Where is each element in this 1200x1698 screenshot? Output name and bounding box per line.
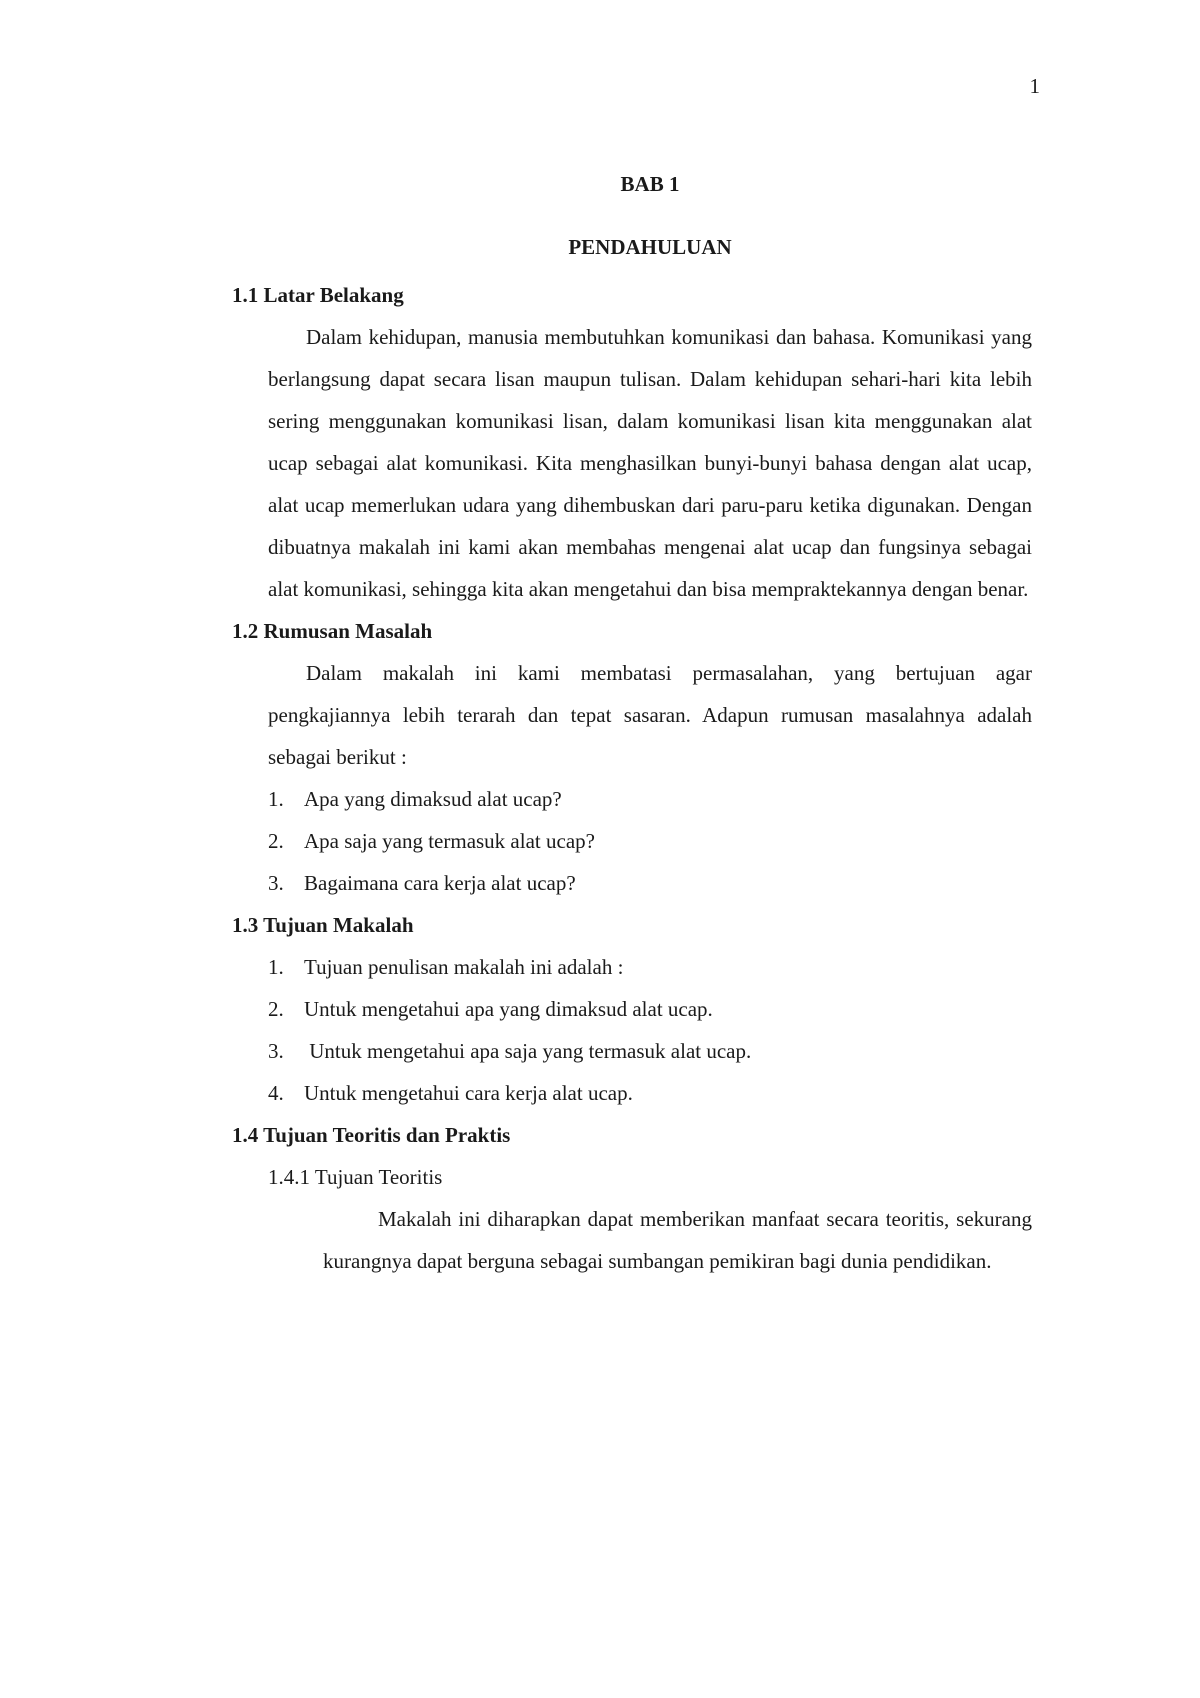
- list-number: 1.: [268, 787, 284, 811]
- list-number: 2.: [268, 829, 284, 853]
- list-item: [232, 946, 1032, 988]
- paragraph-rumusan-masalah: Dalam makalah ini kami membatasi permasalahan, yang bertujuan agar pengkajiannya lebih terarah dan tepat sasaran. Adapun rumusan masalahnya adalah sebagai berikut :: [268, 661, 1032, 769]
- section-heading-rumusan-masalah: 1.2 Rumusan Masalah: [232, 619, 433, 643]
- chapter-title: PENDAHULUAN: [568, 235, 732, 259]
- list-item: [232, 820, 1032, 862]
- section-heading-latar-belakang: 1.1 Latar Belakang: [232, 283, 404, 307]
- section-heading-tujuan-makalah: 1.3 Tujuan Makalah: [232, 913, 414, 937]
- list-item: [232, 862, 1032, 904]
- list-item-text: Untuk mengetahui cara kerja alat ucap.: [304, 1081, 633, 1105]
- paragraph-latar-belakang: Dalam kehidupan, manusia membutuhkan komunikasi dan bahasa. Komunikasi yang berlangsung dapat secara lisan maupun tulisan. Dalam kehidupan sehari-hari kita lebih sering menggunakan komunikasi lisan, dalam komunikasi lisan kita menggunakan alat ucap sebagai alat komunikasi. Kita menghasilkan bunyi-bunyi bahasa dengan alat ucap, alat ucap memerlukan udara yang dihembuskan dari paru-paru ketika digunakan. Dengan dibuatnya makalah ini kami akan membahas mengenai alat ucap dan fungsinya sebagai alat komunikasi, sehingga kita akan mengetahui dan bisa mempraktekannya dengan benar.: [268, 325, 1032, 601]
- list-item-text: Apa saja yang termasuk alat ucap?: [304, 829, 595, 853]
- list-item-text: Untuk mengetahui apa saja yang termasuk alat ucap.: [304, 1039, 752, 1063]
- list-number: 3.: [268, 871, 284, 895]
- chapter-number: BAB 1: [620, 172, 680, 196]
- rumusan-masalah-list: [232, 778, 1032, 904]
- list-item: [232, 1030, 1032, 1072]
- list-item: [232, 988, 1032, 1030]
- page-number: 1: [1029, 74, 1040, 98]
- list-item-text: Untuk mengetahui apa yang dimaksud alat ucap.: [304, 997, 713, 1021]
- list-number: 3.: [268, 1039, 284, 1063]
- section-heading-tujuan-teoritis-praktis: 1.4 Tujuan Teoritis dan Praktis: [232, 1123, 511, 1147]
- document-body: [232, 274, 1032, 1282]
- paragraph-tujuan-teoritis: Makalah ini diharapkan dapat memberikan manfaat secara teoritis, sekurang kurangnya dapat berguna sebagai sumbangan pemikiran bagi dunia pendidikan.: [323, 1207, 1032, 1273]
- list-number: 2.: [268, 997, 284, 1021]
- list-item: [232, 1072, 1032, 1114]
- list-item: [232, 778, 1032, 820]
- list-item-text: Apa yang dimaksud alat ucap?: [304, 787, 562, 811]
- tujuan-makalah-list: [232, 946, 1032, 1114]
- list-item-text: Tujuan penulisan makalah ini adalah :: [304, 955, 624, 979]
- list-number: 4.: [268, 1081, 284, 1105]
- subsection-heading-tujuan-teoritis: 1.4.1 Tujuan Teoritis: [268, 1165, 443, 1189]
- list-item-text: Bagaimana cara kerja alat ucap?: [304, 871, 576, 895]
- list-number: 1.: [268, 955, 284, 979]
